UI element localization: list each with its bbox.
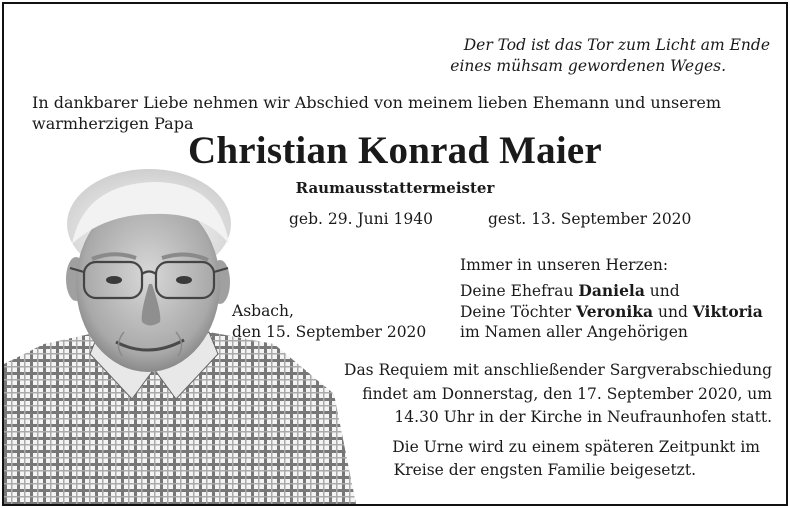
wife-suffix: und bbox=[644, 282, 680, 300]
requiem-line-2: findet am Donnerstag, den 17. September 2020, um bbox=[362, 385, 772, 403]
urn-line-1: Die Urne wird zu einem späteren Zeitpunkt im bbox=[392, 438, 760, 456]
mourners-relatives: im Namen aller Angehörigen bbox=[460, 323, 688, 341]
daughters-prefix: Deine Töchter bbox=[460, 303, 577, 321]
deceased-name: Christian Konrad Maier bbox=[188, 129, 602, 172]
mourners-heading: Immer in unseren Herzen: bbox=[460, 256, 669, 274]
obituary-notice bbox=[2, 2, 788, 506]
notice-date: den 15. September 2020 bbox=[232, 323, 427, 341]
urn-line-2: Kreise der engsten Familie beigesetzt. bbox=[393, 461, 696, 479]
daughter-1: Veronika bbox=[576, 302, 654, 321]
profession: Raumausstattermeister bbox=[295, 179, 495, 197]
intro-line-1: In dankbarer Liebe nehmen wir Abschied von meinem lieben Ehemann und unserem bbox=[32, 93, 722, 112]
wife-name: Daniela bbox=[578, 281, 645, 300]
daughter-2: Viktoria bbox=[692, 302, 763, 321]
wife-prefix: Deine Ehefrau bbox=[460, 282, 579, 300]
quote-line-1: Der Tod ist das Tor zum Licht am Ende bbox=[463, 36, 770, 54]
requiem-line-3: 14.30 Uhr in der Kirche in Neufraunhofen statt. bbox=[394, 408, 772, 426]
intro-line-2: warmherzigen Papa bbox=[32, 114, 194, 133]
requiem-line-1: Das Requiem mit anschließender Sargverabschiedung bbox=[344, 361, 772, 379]
mourners-wife bbox=[460, 280, 680, 302]
death-date: gest. 13. September 2020 bbox=[488, 210, 692, 228]
birth-date: geb. 29. Juni 1940 bbox=[289, 210, 433, 228]
place: Asbach, bbox=[232, 302, 294, 320]
quote-line-2: eines mühsam gewordenen Weges. bbox=[450, 57, 726, 75]
mourners-daughters bbox=[460, 301, 763, 323]
daughters-and: und bbox=[653, 303, 693, 321]
